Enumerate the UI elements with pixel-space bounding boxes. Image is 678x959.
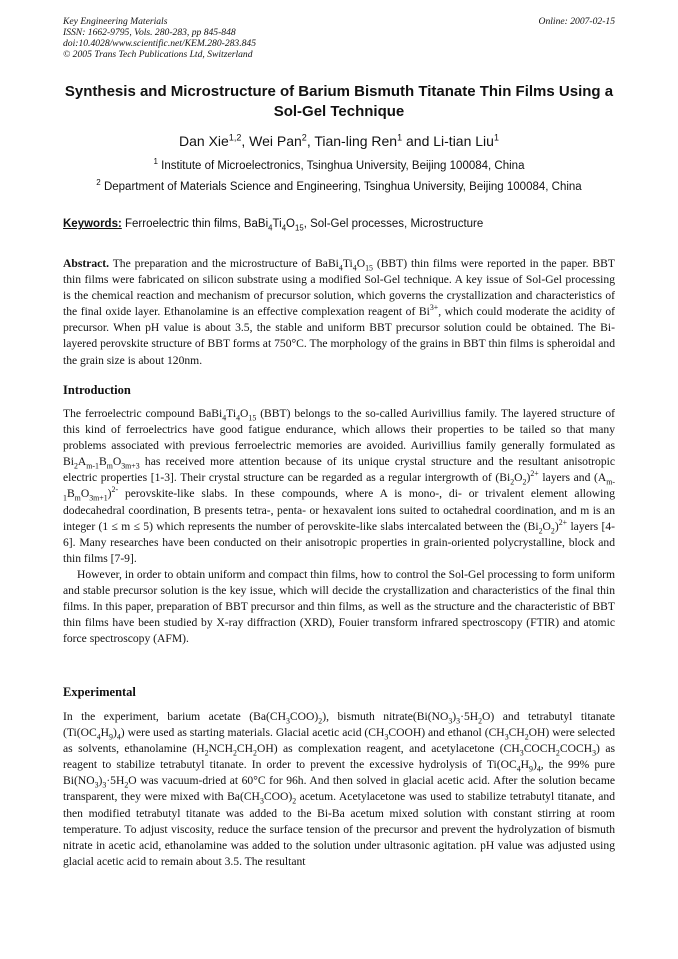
copyright-line: © 2005 Trans Tech Publications Ltd, Switzerland xyxy=(63,49,253,60)
text-run: OH) as complexation reagent, and acetylacetone (CH xyxy=(256,742,520,756)
text-run: COOH) and ethanol (CH xyxy=(388,726,505,740)
subscript: 4 xyxy=(96,732,101,742)
text-run: Ferroelectric thin films, BaBi xyxy=(121,218,269,230)
experimental-paragraph xyxy=(63,709,615,870)
text-run: O xyxy=(240,407,249,420)
text-run: (BBT) thin films were reported in the paper. BBT thin films were fabricated on silicon substrate using a modified Sol-Gel technique. A key issue of Sol-Gel processing is the chemical reaction and mechanism of precursor solution, which governs the crystallization and characteristics of the final oxide layer. Ethanolamine is an effective complexation reagent of Bi xyxy=(63,257,615,319)
superscript: 2- xyxy=(111,485,119,495)
text-run: NCH xyxy=(208,742,233,756)
author-separator: , xyxy=(241,133,250,149)
subscript: 3 xyxy=(259,796,264,806)
text-run: A xyxy=(77,455,87,469)
introduction-paragraph-2: However, in order to obtain uniform and compact thin films, how to control the Sol-Gel processing to form uniform and stable precursor solution is the key issue, which will decide the crystallization and characteristics of the final thin films. In this paper, preparation of BBT precursor and thin films, as well as the structure and the characteristic of BBT thin films have been studied by X-ray diffraction (XRD), Fouier transform infrared spectroscopy (FTIR) and atomic force spectroscopy (AFM). xyxy=(63,567,615,646)
subscript: 3m+3 xyxy=(121,461,140,471)
issn-line: ISSN: 1662-9795, Vols. 280-283, pp 845-848 xyxy=(63,27,236,38)
subscript: 2 xyxy=(318,716,323,726)
abstract xyxy=(63,256,615,369)
subscript: 3 xyxy=(384,732,389,742)
subscript: 2 xyxy=(232,748,237,758)
text-run: , the 99% pure Bi(NO xyxy=(63,758,615,788)
text-run: O xyxy=(356,257,366,270)
keywords-line xyxy=(63,218,623,233)
subscript: 3m+1 xyxy=(89,493,108,503)
subscript: 2 xyxy=(204,748,209,758)
subscript: 2 xyxy=(524,732,529,742)
introduction-body xyxy=(63,406,615,647)
text-run: ) xyxy=(112,726,117,740)
subscript: m-1 xyxy=(86,461,99,471)
text-run: O xyxy=(514,471,523,485)
keywords-label: Keywords xyxy=(63,218,118,230)
text-run: ·5H xyxy=(106,774,125,788)
subscript: 3 xyxy=(592,748,597,758)
author-affiliation-mark: 1,2 xyxy=(228,132,242,143)
author-name: Tian-ling Ren xyxy=(314,133,398,149)
subscript: 4 xyxy=(338,263,343,273)
text-run: Ti xyxy=(342,257,353,270)
affiliation-2 xyxy=(50,178,628,193)
text-run: O xyxy=(542,519,551,533)
text-run: COCH xyxy=(559,742,593,756)
text-run: O was vacuum-dried at 60°C for 96h. And then solved in glacial acetic acid. After the solution became transparent, they were mixed with Ba(CH xyxy=(63,774,615,804)
online-date: Online: 2007-02-15 xyxy=(538,16,615,27)
affiliation-mark: 1 xyxy=(153,157,158,167)
author-affiliation-mark: 1 xyxy=(493,132,499,143)
subscript: 4 xyxy=(536,764,541,774)
text-run: H xyxy=(100,726,110,740)
subscript: 2 xyxy=(510,477,515,487)
subscript: 15 xyxy=(295,223,304,233)
affiliation-mark: 2 xyxy=(96,178,101,188)
subscript: 4 xyxy=(268,223,273,233)
author-list xyxy=(63,133,615,149)
subscript: 2 xyxy=(555,748,560,758)
text-run: ) xyxy=(526,471,531,485)
author-separator: , xyxy=(306,133,315,149)
subscript: 2 xyxy=(550,525,555,535)
text-run: ) xyxy=(107,487,112,501)
text-run: CH xyxy=(236,742,254,756)
affiliation-text: Institute of Microelectronics, Tsinghua University, Beijing 100084, China xyxy=(161,160,525,172)
subscript: 3 xyxy=(94,780,99,790)
superscript: 2+ xyxy=(558,517,568,527)
text-run: O xyxy=(286,218,295,230)
text-run: In the experiment, barium acetate (Ba(CH xyxy=(63,710,286,723)
text-run: perovskite-like slabs. In these compounds, where A is mono-, di- or trivalent element allowing dodecahedral coordination, B presents tetra-, penta- or hexavalent ions suited to octahedral coordination, and m is an integer (1 ≤ m ≤ 5) which represents the number of perovskite-like slabs intercalated between the (Bi xyxy=(63,487,615,533)
text-run: COO) xyxy=(263,790,293,804)
text-run: O xyxy=(112,455,122,469)
text-run: OH) were selected as solvents, ethanolamine (H xyxy=(63,726,615,756)
subscript: 15 xyxy=(248,413,257,423)
author-name: Dan Xie xyxy=(179,133,229,149)
paper-title: Synthesis and Microstructure of Barium Bismuth Titanate Thin Films Using a Sol-Gel Technique xyxy=(64,83,614,120)
text-run: ) xyxy=(554,519,559,533)
subscript: 2 xyxy=(253,748,257,758)
author-affiliation-mark: 2 xyxy=(301,132,307,143)
subscript: 9 xyxy=(529,764,533,774)
text-run: ) xyxy=(532,758,537,772)
subscript: 2 xyxy=(538,525,543,535)
text-run: COO) xyxy=(289,710,319,723)
text-run: O xyxy=(80,487,90,501)
text-run: The preparation and the microstructure of BaBi xyxy=(109,257,339,270)
text-run: H xyxy=(520,758,529,772)
journal-name: Key Engineering Materials xyxy=(63,16,168,27)
text-run: Ti xyxy=(226,407,237,420)
subscript: 3 xyxy=(285,716,290,726)
subscript: 3 xyxy=(504,732,509,742)
text-run: ) xyxy=(452,710,457,723)
subscript: 9 xyxy=(109,732,113,742)
subscript: 4 xyxy=(281,223,287,233)
subscript: 3 xyxy=(519,748,524,758)
subscript: 15 xyxy=(365,263,373,273)
text-run: ·5H xyxy=(460,710,479,723)
affiliation-text: Department of Materials Science and Engineering, Tsinghua University, Beijing 100084, China xyxy=(103,181,582,193)
text-run: (BBT) belongs to the so-called Aurivillius family. The layered structure of this kind of ferroelectrics have good fatigue endurance, which allows their properties to be tailed so that many problems associated with previous ferroelectric memories are avoided. Aurivillius family generally formulated as Bi xyxy=(63,407,616,469)
journal-header xyxy=(63,16,615,60)
subscript: m-1 xyxy=(63,477,615,503)
subscript: m xyxy=(74,493,81,503)
text-run: has received more attention because of its unique crystal structure and the resultant anisotropic electric properties [1-3]. Their crystal structure can be regarded as a regular intergrowth of (Bi xyxy=(63,455,615,485)
text-run: ) as reagent to stabilize tetrabutyl titanate. In order to prevent the excessive hydrolysis of Ti(OC xyxy=(63,742,615,772)
keywords-text xyxy=(121,218,484,233)
superscript: 3+ xyxy=(429,303,439,313)
author-name: Li-tian Liu xyxy=(433,133,494,149)
text-run: layers [4-6]. Many researches have been conducted on their anisotropic properties in grain-oriented polycrystalline, block and thin films [7-9]. xyxy=(63,519,615,565)
text-run: O) and tetrabutyl titanate (Ti(OC xyxy=(63,710,616,740)
experimental-body xyxy=(63,709,615,870)
text-run: B xyxy=(98,455,107,469)
text-run: Ti xyxy=(272,218,282,230)
subscript: 4 xyxy=(116,732,121,742)
text-run: ) xyxy=(98,774,103,788)
text-run: ), bismuth nitrate(Bi(NO xyxy=(322,710,449,723)
text-run: layers and (A xyxy=(538,471,607,485)
subscript: 2 xyxy=(73,461,78,471)
experimental-heading: Experimental xyxy=(63,685,136,699)
superscript: 2+ xyxy=(530,469,539,479)
subscript: 2 xyxy=(478,716,483,726)
text-run: The ferroelectric compound BaBi xyxy=(63,407,223,420)
text-run: CH xyxy=(508,726,525,740)
subscript: 2 xyxy=(124,780,129,790)
introduction-heading: Introduction xyxy=(63,383,131,397)
subscript: 4 xyxy=(352,263,357,273)
affiliation-1 xyxy=(50,157,628,172)
keywords-colon: : xyxy=(117,218,122,230)
author-separator: and xyxy=(402,133,434,149)
subscript: 4 xyxy=(516,764,521,774)
subscript: 2 xyxy=(292,796,297,806)
subscript: 2 xyxy=(522,477,527,487)
text-run: B xyxy=(66,487,75,501)
text-run: , Sol-Gel processes, Microstructure xyxy=(303,218,484,230)
text-run: , which could moderate the acidity of precursor. When pH value is about 3.5, the stable and uniform BBT precursor solution could be obtained. The Bi-layered perovskite structure of BBT forms at 750°C. The morphology of the grains in BBT thin films is spheroidal and the grain size is about 120nm. xyxy=(63,305,615,367)
text-run: acetum. Acetylacetone was used to stabilize tetrabutyl titanate, and then modified tetrabutyl titanate was added to the Bi-Ba acetum mixed solution with constant stirring at room temperature. To adjust viscosity, reduce the surface tension of the precursor and prevent the hydrolyzation of bismuth nitrate in acetic acid, ethanolamine was added to the solution under ultrasonic agitation. pH value was adjusted using glacial acetic acid to remain about 3.5. The resultant xyxy=(63,790,615,868)
introduction-paragraph-1 xyxy=(63,406,615,567)
subscript: 4 xyxy=(236,413,241,423)
abstract-label: Abstract. xyxy=(63,257,110,270)
subscript: m xyxy=(106,461,113,471)
author-affiliation-mark: 1 xyxy=(397,132,403,143)
author-name: Wei Pan xyxy=(249,133,302,149)
text-run: ) were used as starting materials. Glacial acetic acid (CH xyxy=(120,726,385,740)
subscript: 4 xyxy=(222,413,227,423)
subscript: 3 xyxy=(102,780,107,790)
subscript: 3 xyxy=(448,716,453,726)
doi-line: doi:10.4028/www.scientific.net/KEM.280-283.845 xyxy=(63,38,257,49)
text-run: COCH xyxy=(523,742,556,756)
subscript: 3 xyxy=(456,716,461,726)
abstract-text xyxy=(63,257,615,367)
